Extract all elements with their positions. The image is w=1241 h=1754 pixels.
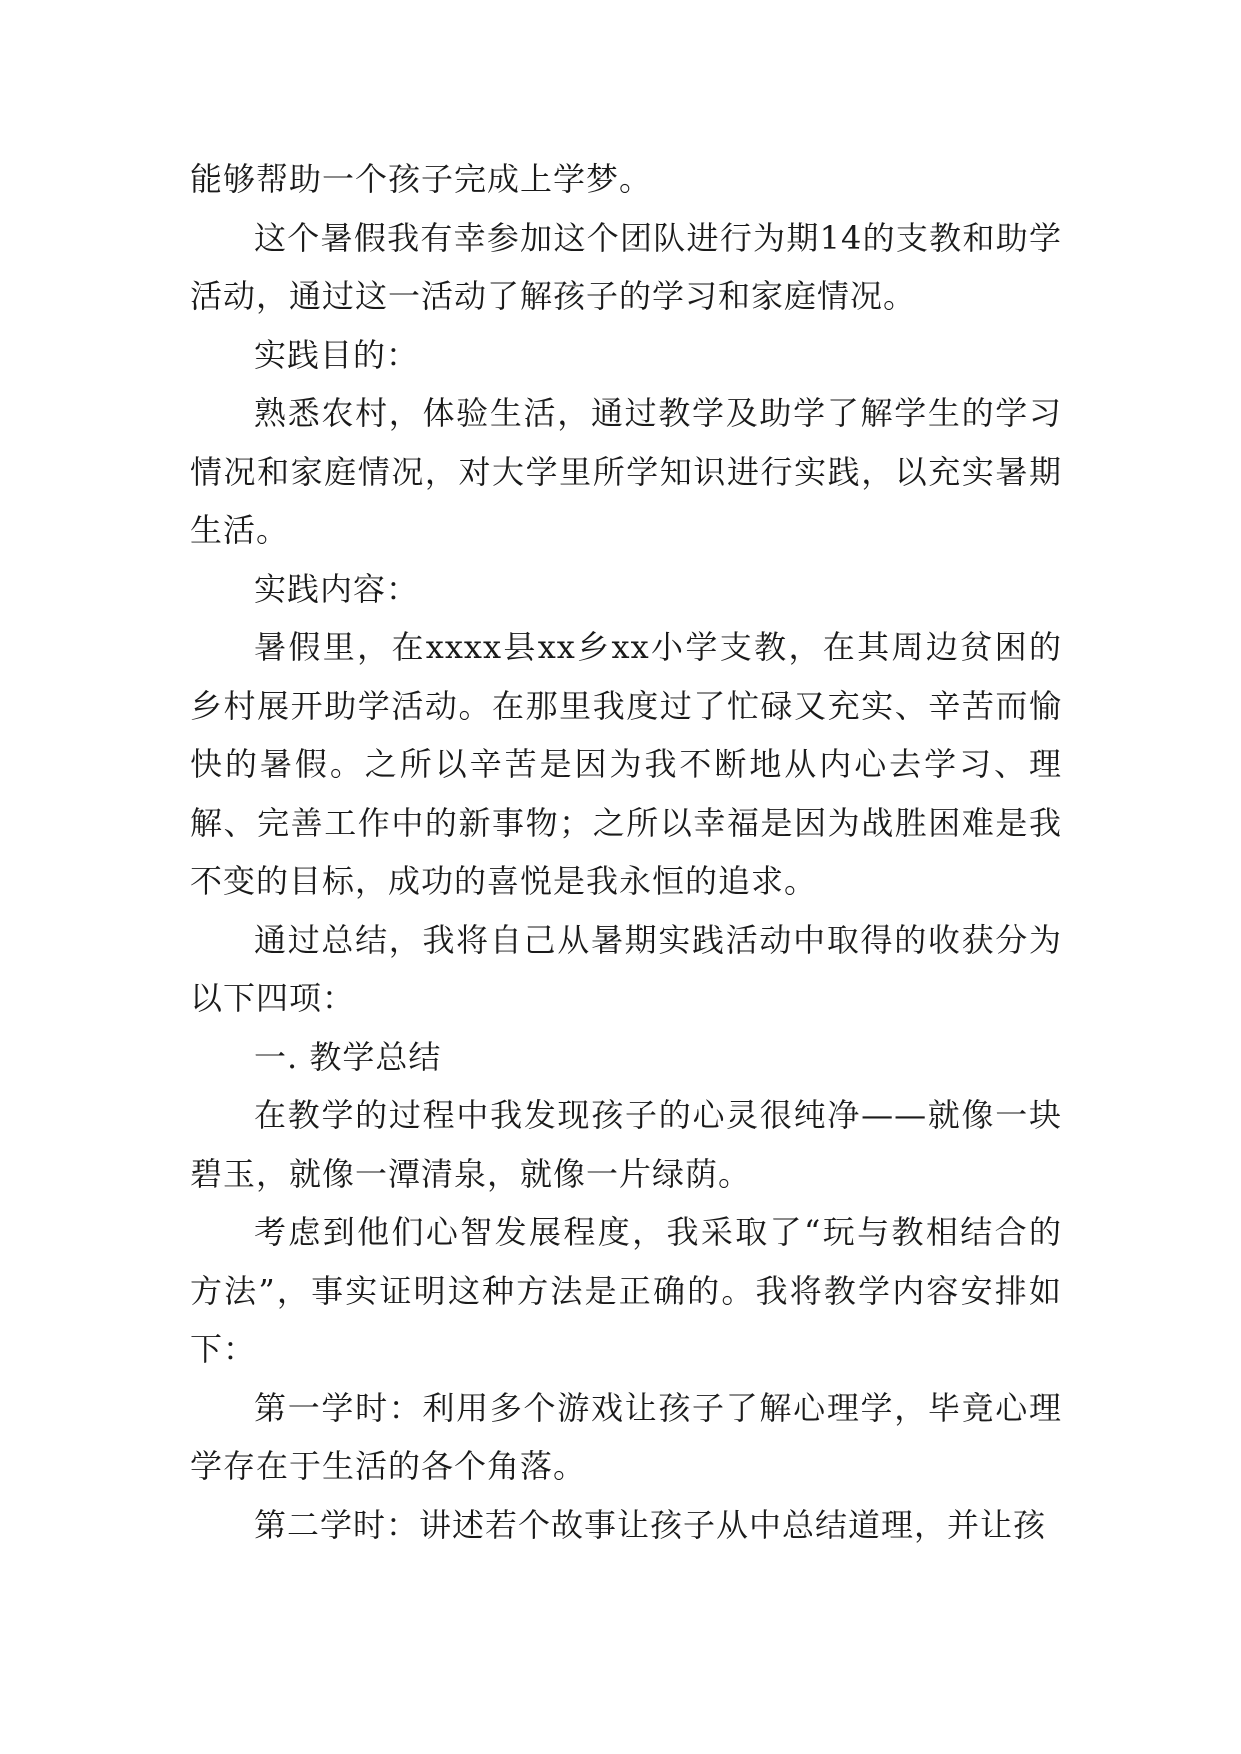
paragraph-9: 第二学时：讲述若个故事让孩子从中总结道理，并让孩 bbox=[254, 1505, 1047, 1544]
document-body bbox=[190, 150, 1062, 1554]
paragraph-6: 在教学的过程中我发现孩子的心灵很纯净——就像一块碧玉，就像一潭清泉，就像一片绿荫。 bbox=[190, 1096, 1062, 1193]
paragraph-8: 第一学时：利用多个游戏让孩子了解心理学，毕竟心理学存在于生活的各个角落。 bbox=[190, 1388, 1062, 1485]
section-heading-content: 实践内容： bbox=[254, 569, 420, 608]
paragraph-4: 暑假里，在xxxx县xx乡xx小学支教，在其周边贫困的乡村展开助学活动。在那里我度过了忙碌又充实、辛苦而愉快的暑假。之所以辛苦是因为我不断地从内心去学习、理解、完善工作中的新事物；之所以幸福是因为战胜困难是我不变的目标，成功的喜悦是我永恒的追求。 bbox=[190, 628, 1062, 900]
section-heading-teaching: 一. 教学总结 bbox=[254, 1037, 442, 1076]
paragraph-5: 通过总结，我将自己从暑期实践活动中取得的收获分为以下四项： bbox=[190, 920, 1062, 1017]
paragraph-3: 熟悉农村，体验生活，通过教学及助学了解学生的学习情况和家庭情况，对大学里所学知识进行实践，以充实暑期生活。 bbox=[190, 394, 1062, 549]
section-heading-purpose: 实践目的： bbox=[254, 335, 420, 374]
paragraph-1: 能够帮助一个孩子完成上学梦。 bbox=[190, 160, 653, 198]
paragraph-2: 这个暑假我有幸参加这个团队进行为期14的支教和助学活动，通过这一活动了解孩子的学习和家庭情况。 bbox=[190, 218, 1062, 315]
paragraph-7: 考虑到他们心智发展程度，我采取了“玩与教相结合的方法”，事实证明这种方法是正确的。我将教学内容安排如下： bbox=[190, 1213, 1062, 1368]
